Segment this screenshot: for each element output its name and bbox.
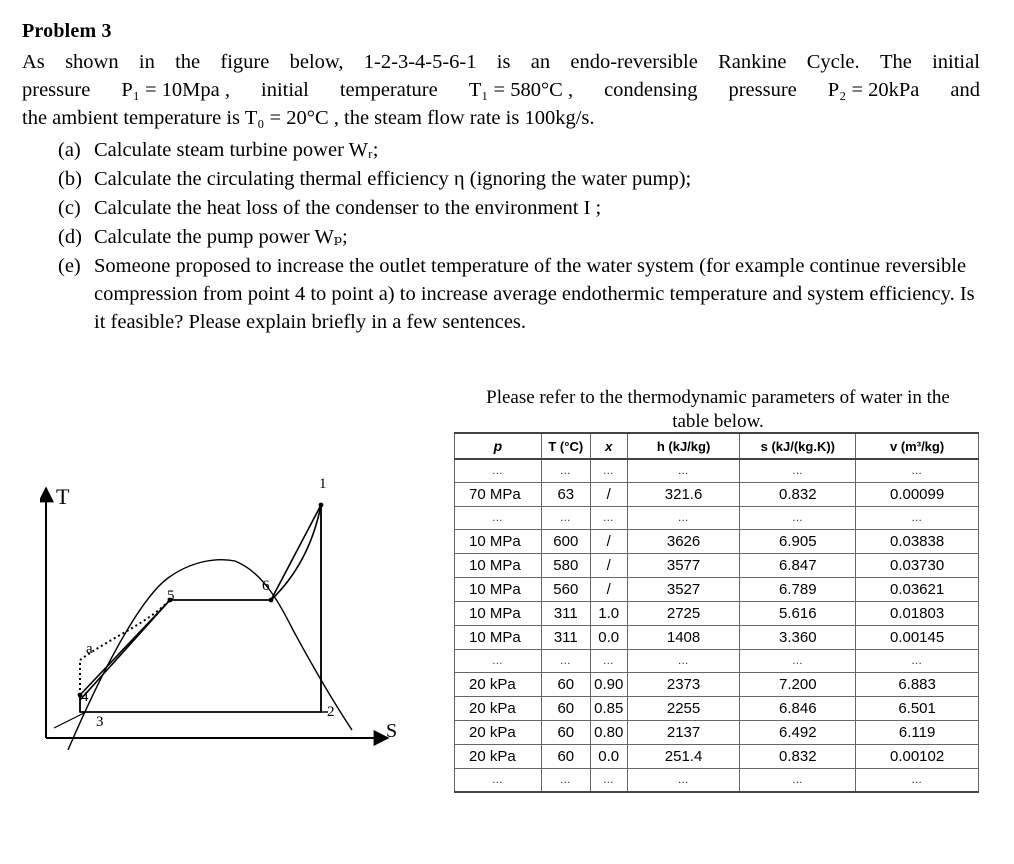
table-cell: 3577 bbox=[627, 554, 740, 578]
point-1-label: 1 bbox=[319, 476, 327, 492]
condensing-pressure: P₂ = 20kPa bbox=[827, 79, 920, 101]
table-cell: 311 bbox=[541, 626, 590, 650]
table-cell: / bbox=[590, 578, 627, 602]
statement-line-3: the ambient temperature is T₀ = 20°C , the steam flow rate is 100kg/s. bbox=[22, 107, 595, 129]
point-6-label: 6 bbox=[262, 578, 270, 594]
table-cell: 0.85 bbox=[590, 697, 627, 721]
statement-line-1: As shown in the figure below, 1-2-3-4-5-6-1 is an endo-reversible Rankine Cycle. The initial bbox=[22, 51, 980, 73]
table-cell: 10 MPa bbox=[455, 602, 542, 626]
table-cell: 5.616 bbox=[740, 602, 856, 626]
table-cell: 10 MPa bbox=[455, 554, 542, 578]
ellipsis-cell: … bbox=[856, 459, 979, 483]
s-axis-label: S bbox=[386, 720, 398, 742]
ellipsis-cell: … bbox=[856, 507, 979, 530]
ellipsis-cell: … bbox=[455, 459, 542, 483]
table-cell: 0.832 bbox=[740, 745, 856, 769]
t-s-diagram bbox=[40, 460, 420, 750]
table-header-row bbox=[455, 433, 979, 459]
point-5-label: 5 bbox=[167, 588, 175, 604]
table-cell: 560 bbox=[541, 578, 590, 602]
ellipsis-cell: … bbox=[740, 459, 856, 483]
table-cell: 0.00099 bbox=[856, 483, 979, 507]
table-cell: 10 MPa bbox=[455, 530, 542, 554]
table-cell: 7.200 bbox=[740, 673, 856, 697]
table-cell: 600 bbox=[541, 530, 590, 554]
ellipsis-cell: … bbox=[590, 459, 627, 483]
table-row bbox=[455, 673, 979, 697]
ellipsis-cell: … bbox=[541, 507, 590, 530]
ellipsis-cell: … bbox=[590, 650, 627, 673]
ellipsis-cell: … bbox=[627, 769, 740, 793]
cycle-path bbox=[80, 505, 321, 712]
table-row bbox=[455, 697, 979, 721]
table-cell: 6.846 bbox=[740, 697, 856, 721]
table-cell: 6.905 bbox=[740, 530, 856, 554]
table-cell: 60 bbox=[541, 745, 590, 769]
table-cell: 10 MPa bbox=[455, 626, 542, 650]
table-cell: / bbox=[590, 483, 627, 507]
table-cell: 2255 bbox=[627, 697, 740, 721]
table-cell: 6.883 bbox=[856, 673, 979, 697]
task-list bbox=[58, 136, 978, 336]
ellipsis-cell: … bbox=[541, 769, 590, 793]
task-c: (c) Calculate the heat loss of the condenser to the environment I ; bbox=[58, 197, 602, 219]
table-cell: 0.01803 bbox=[856, 602, 979, 626]
table-cell: 0.832 bbox=[740, 483, 856, 507]
header-quality: x bbox=[590, 433, 627, 459]
initial-temperature: T₁ = 580°C , bbox=[468, 79, 574, 101]
table-row bbox=[455, 721, 979, 745]
problem-statement bbox=[22, 48, 980, 132]
point-2-label: 2 bbox=[327, 704, 335, 720]
table-cell: 2137 bbox=[627, 721, 740, 745]
ellipsis-cell: … bbox=[740, 650, 856, 673]
table-cell: 311 bbox=[541, 602, 590, 626]
ellipsis-cell: … bbox=[740, 507, 856, 530]
table-cell: 0.00102 bbox=[856, 745, 979, 769]
heating-line bbox=[80, 600, 170, 695]
table-cell: 63 bbox=[541, 483, 590, 507]
table-cell: 6.789 bbox=[740, 578, 856, 602]
statement-line-2: pressure P₁ = 10Mpa , initial temperature T₁ = 580°C , condensing pressure P₂ = 20kPa and bbox=[22, 76, 980, 104]
point-3-label: 3 bbox=[96, 714, 104, 730]
ellipsis-row bbox=[455, 507, 979, 530]
table-cell: 0.90 bbox=[590, 673, 627, 697]
table-cell: 0.03838 bbox=[856, 530, 979, 554]
header-enthalpy: h (kJ/kg) bbox=[627, 433, 740, 459]
table-cell: 0.00145 bbox=[856, 626, 979, 650]
table-cell: 0.80 bbox=[590, 721, 627, 745]
ellipsis-cell: … bbox=[856, 650, 979, 673]
ellipsis-row bbox=[455, 769, 979, 793]
table-cell: 0.0 bbox=[590, 626, 627, 650]
table-cell: 6.492 bbox=[740, 721, 856, 745]
ellipsis-cell: … bbox=[541, 650, 590, 673]
table-cell: 20 kPa bbox=[455, 745, 542, 769]
point-1-dot bbox=[319, 503, 324, 508]
header-temperature: T (°C) bbox=[541, 433, 590, 459]
task-e: (e) Someone proposed to increase the outlet temperature of the water system (for example continue reversible compression from point 4 to point a) to increase average endothermic temperature and system efficiency. Is it feasible? Please explain briefly in a few sentences. bbox=[58, 255, 975, 333]
header-pressure: p bbox=[455, 433, 542, 459]
table-cell: 6.119 bbox=[856, 721, 979, 745]
table-reference-note: Please refer to the thermodynamic parameters of water in the table below. bbox=[486, 387, 950, 432]
ellipsis-cell: … bbox=[627, 459, 740, 483]
saturation-dome bbox=[68, 560, 352, 750]
table-row bbox=[455, 626, 979, 650]
table-row bbox=[455, 578, 979, 602]
table-cell: 3527 bbox=[627, 578, 740, 602]
table-row bbox=[455, 483, 979, 507]
point-4-label: 4 bbox=[81, 689, 89, 705]
table-cell: 2373 bbox=[627, 673, 740, 697]
ellipsis-cell: … bbox=[590, 769, 627, 793]
table-cell: 0.03621 bbox=[856, 578, 979, 602]
ellipsis-cell: … bbox=[455, 507, 542, 530]
table-cell: / bbox=[590, 554, 627, 578]
table-cell: 20 kPa bbox=[455, 697, 542, 721]
ellipsis-cell: … bbox=[455, 650, 542, 673]
ellipsis-cell: … bbox=[740, 769, 856, 793]
table-cell: 10 MPa bbox=[455, 578, 542, 602]
table-cell: 3.360 bbox=[740, 626, 856, 650]
problem-title: Problem 3 bbox=[22, 20, 112, 42]
ellipsis-row bbox=[455, 650, 979, 673]
table-cell: 6.847 bbox=[740, 554, 856, 578]
table-cell: 6.501 bbox=[856, 697, 979, 721]
task-d: (d) Calculate the pump power Wₚ; bbox=[58, 226, 348, 248]
table-row bbox=[455, 602, 979, 626]
ellipsis-row bbox=[455, 459, 979, 483]
table-row bbox=[455, 554, 979, 578]
table-cell: 3626 bbox=[627, 530, 740, 554]
ellipsis-cell: … bbox=[590, 507, 627, 530]
table-cell: 251.4 bbox=[627, 745, 740, 769]
table-cell: 1408 bbox=[627, 626, 740, 650]
ellipsis-cell: … bbox=[627, 650, 740, 673]
table-cell: 60 bbox=[541, 673, 590, 697]
ellipsis-cell: … bbox=[627, 507, 740, 530]
table-row bbox=[455, 530, 979, 554]
table-cell: 20 kPa bbox=[455, 673, 542, 697]
ellipsis-cell: … bbox=[541, 459, 590, 483]
ellipsis-cell: … bbox=[856, 769, 979, 793]
task-b: (b) Calculate the circulating thermal efficiency η (ignoring the water pump); bbox=[58, 168, 692, 190]
table-cell: 0.0 bbox=[590, 745, 627, 769]
t-axis-label: T bbox=[56, 484, 70, 509]
table-cell: 321.6 bbox=[627, 483, 740, 507]
table-cell: 60 bbox=[541, 697, 590, 721]
table-cell: 20 kPa bbox=[455, 721, 542, 745]
table-cell: 70 MPa bbox=[455, 483, 542, 507]
header-specific-volume: v (m³/kg) bbox=[856, 433, 979, 459]
point-6-dot bbox=[269, 598, 274, 603]
water-properties-table bbox=[454, 432, 979, 793]
table-cell: 0.03730 bbox=[856, 554, 979, 578]
task-a: (a) Calculate steam turbine power Wᵣ; bbox=[58, 139, 379, 161]
table-cell: 2725 bbox=[627, 602, 740, 626]
table-cell: / bbox=[590, 530, 627, 554]
table-cell: 1.0 bbox=[590, 602, 627, 626]
table-cell: 60 bbox=[541, 721, 590, 745]
point-a-label: a bbox=[86, 641, 93, 657]
table-row bbox=[455, 745, 979, 769]
header-entropy: s (kJ/(kg.K)) bbox=[740, 433, 856, 459]
ellipsis-cell: … bbox=[455, 769, 542, 793]
table-cell: 580 bbox=[541, 554, 590, 578]
initial-pressure: P₁ = 10Mpa , bbox=[121, 79, 230, 101]
